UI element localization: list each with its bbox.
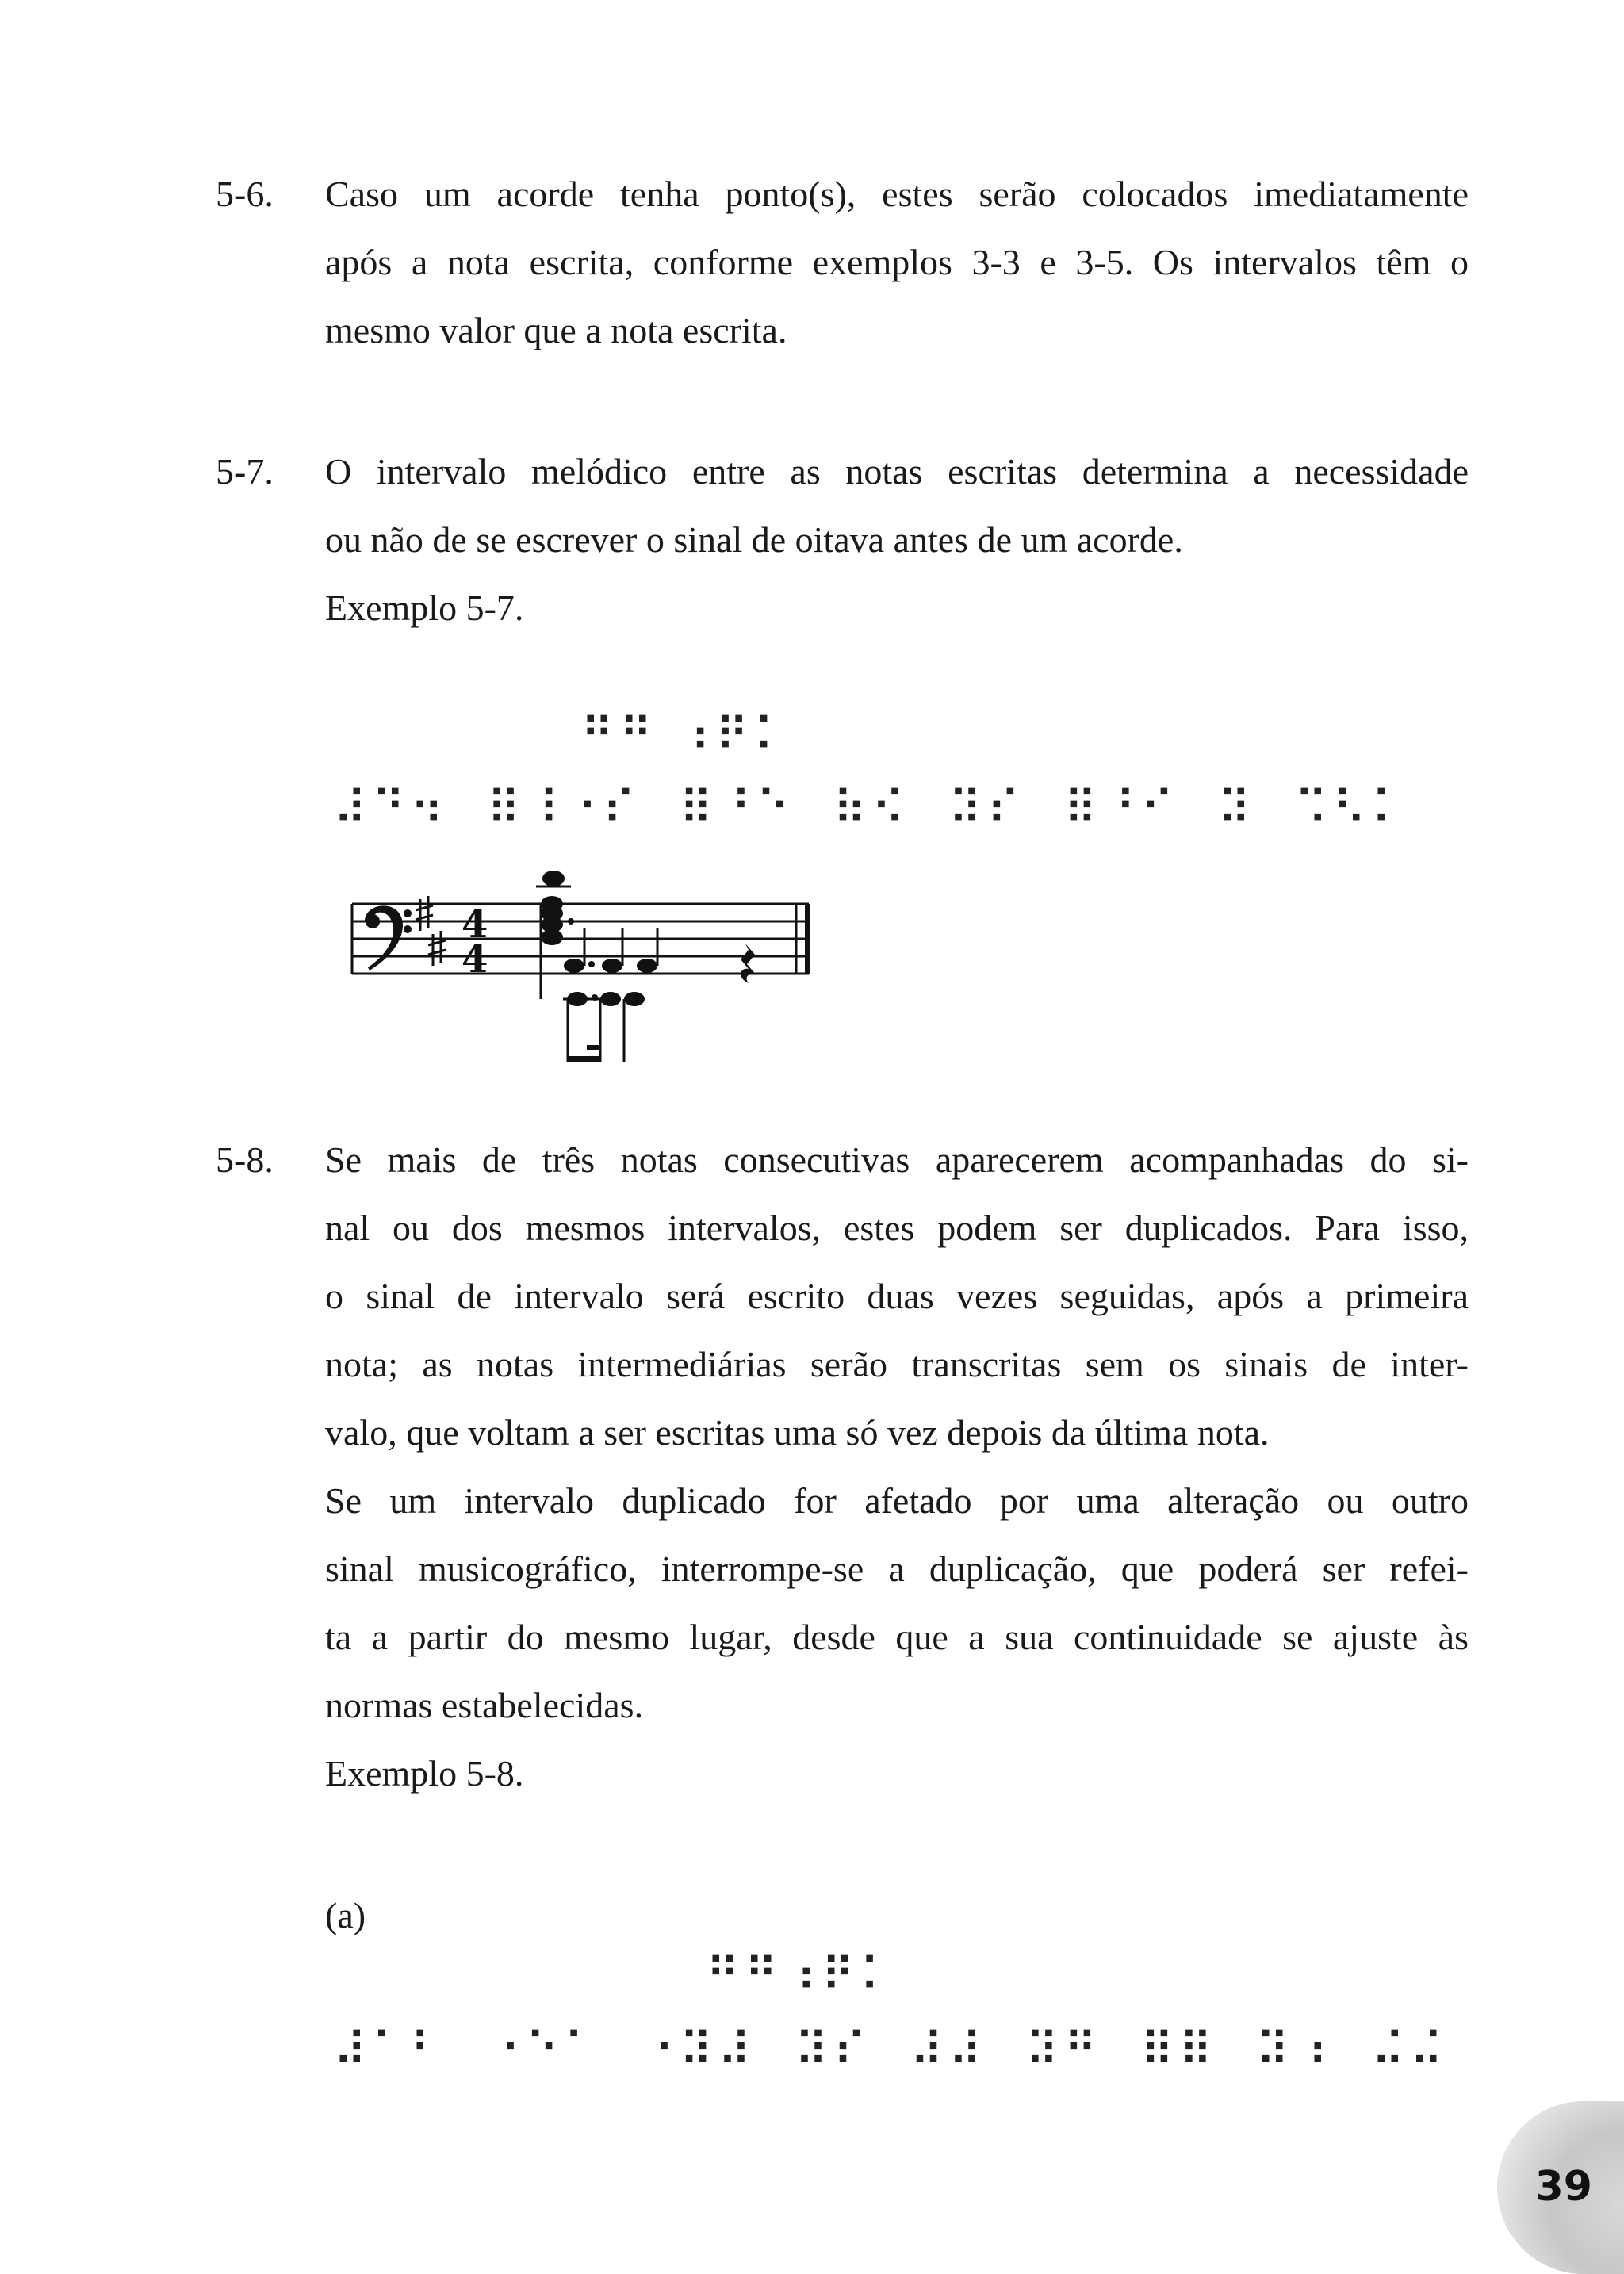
text-line: normas estabelecidas.: [325, 1685, 644, 1725]
text-line: mesmo valor que a nota escrita.: [325, 310, 787, 350]
braille-example-5-8-bottom: ⠼⠁⠃⠀⠐⠑⠁⠀⠐⠽⠼⠀⠽⠎⠀⠼⠼⠀⠽⠛⠀⠿⠿⠀⠽⠰⠀⠬⠬: [333, 2023, 1448, 2077]
text-line: Exemplo 5-7.: [325, 588, 524, 628]
section-number: 5-7.: [216, 451, 274, 492]
text-line: após a nota escrita, conforme exemplos 3-3 e 3-5. Os intervalos têm o: [325, 242, 1469, 282]
braille-example-5-7-top: ⠛⠛ ⠰⠟⠅: [580, 708, 792, 762]
example-label-a: (a): [325, 1895, 366, 1935]
section-number: 5-8.: [216, 1139, 274, 1180]
text-line: O intervalo melódico entre as notas escritas determina a necessidade: [325, 451, 1469, 492]
braille-example-5-7-bottom: ⠼⠙⠲⠀⠿⠸⠐⠎⠀⠿⠘⠑⠀⠷⠪⠀⠽⠎⠀⠿⠘⠊⠀⠽⠀⠩⠣⠅: [333, 781, 1410, 835]
text-line: Se um intervalo duplicado for afetado por uma alteração ou outro: [325, 1480, 1469, 1521]
text-line: valo, que voltam a ser escritas uma só vez depois da última nota.: [325, 1412, 1270, 1453]
time-signature-top: 4: [462, 902, 488, 947]
text-line: o sinal de intervalo será escrito duas vezes seguidas, após a primeira: [325, 1276, 1469, 1316]
text-line: ou não de se escrever o sinal de oitava antes de um acorde.: [325, 519, 1183, 560]
upper-voice-notes: [564, 928, 657, 973]
text-line: sinal musicográfico, interrompe-se a duplicação, que poderá ser refei-: [325, 1549, 1469, 1589]
text-line: Se mais de três notas consecutivas aparecerem acompanhadas do si-: [325, 1139, 1469, 1180]
section-number: 5-6.: [216, 174, 274, 214]
text-line: Exemplo 5-8.: [325, 1753, 524, 1794]
text-line: nal ou dos mesmos intervalos, estes podem ser duplicados. Para isso,: [325, 1208, 1469, 1248]
text-line: Caso um acorde tenha ponto(s), estes serão colocados imediatamente: [325, 174, 1469, 214]
music-example-5-7: [341, 864, 817, 1078]
lower-voice-notes: [563, 992, 645, 1062]
section-body: [325, 160, 1469, 365]
page-number: 39: [1534, 2163, 1592, 2211]
quarter-rest-icon: [741, 944, 756, 983]
time-signature-bottom: 4: [462, 937, 488, 982]
section-body: [325, 1126, 1469, 1808]
text-line: ta a partir do mesmo lugar, desde que a sua continuidade se ajuste às: [325, 1617, 1469, 1657]
chord-notes: [536, 871, 574, 999]
section-body: [325, 438, 1469, 642]
braille-example-5-8-top: ⠛⠛⠰⠟⠅: [706, 1948, 898, 2002]
text-line: nota; as notas intermediárias serão transcritas sem os sinais de inter-: [325, 1344, 1469, 1384]
